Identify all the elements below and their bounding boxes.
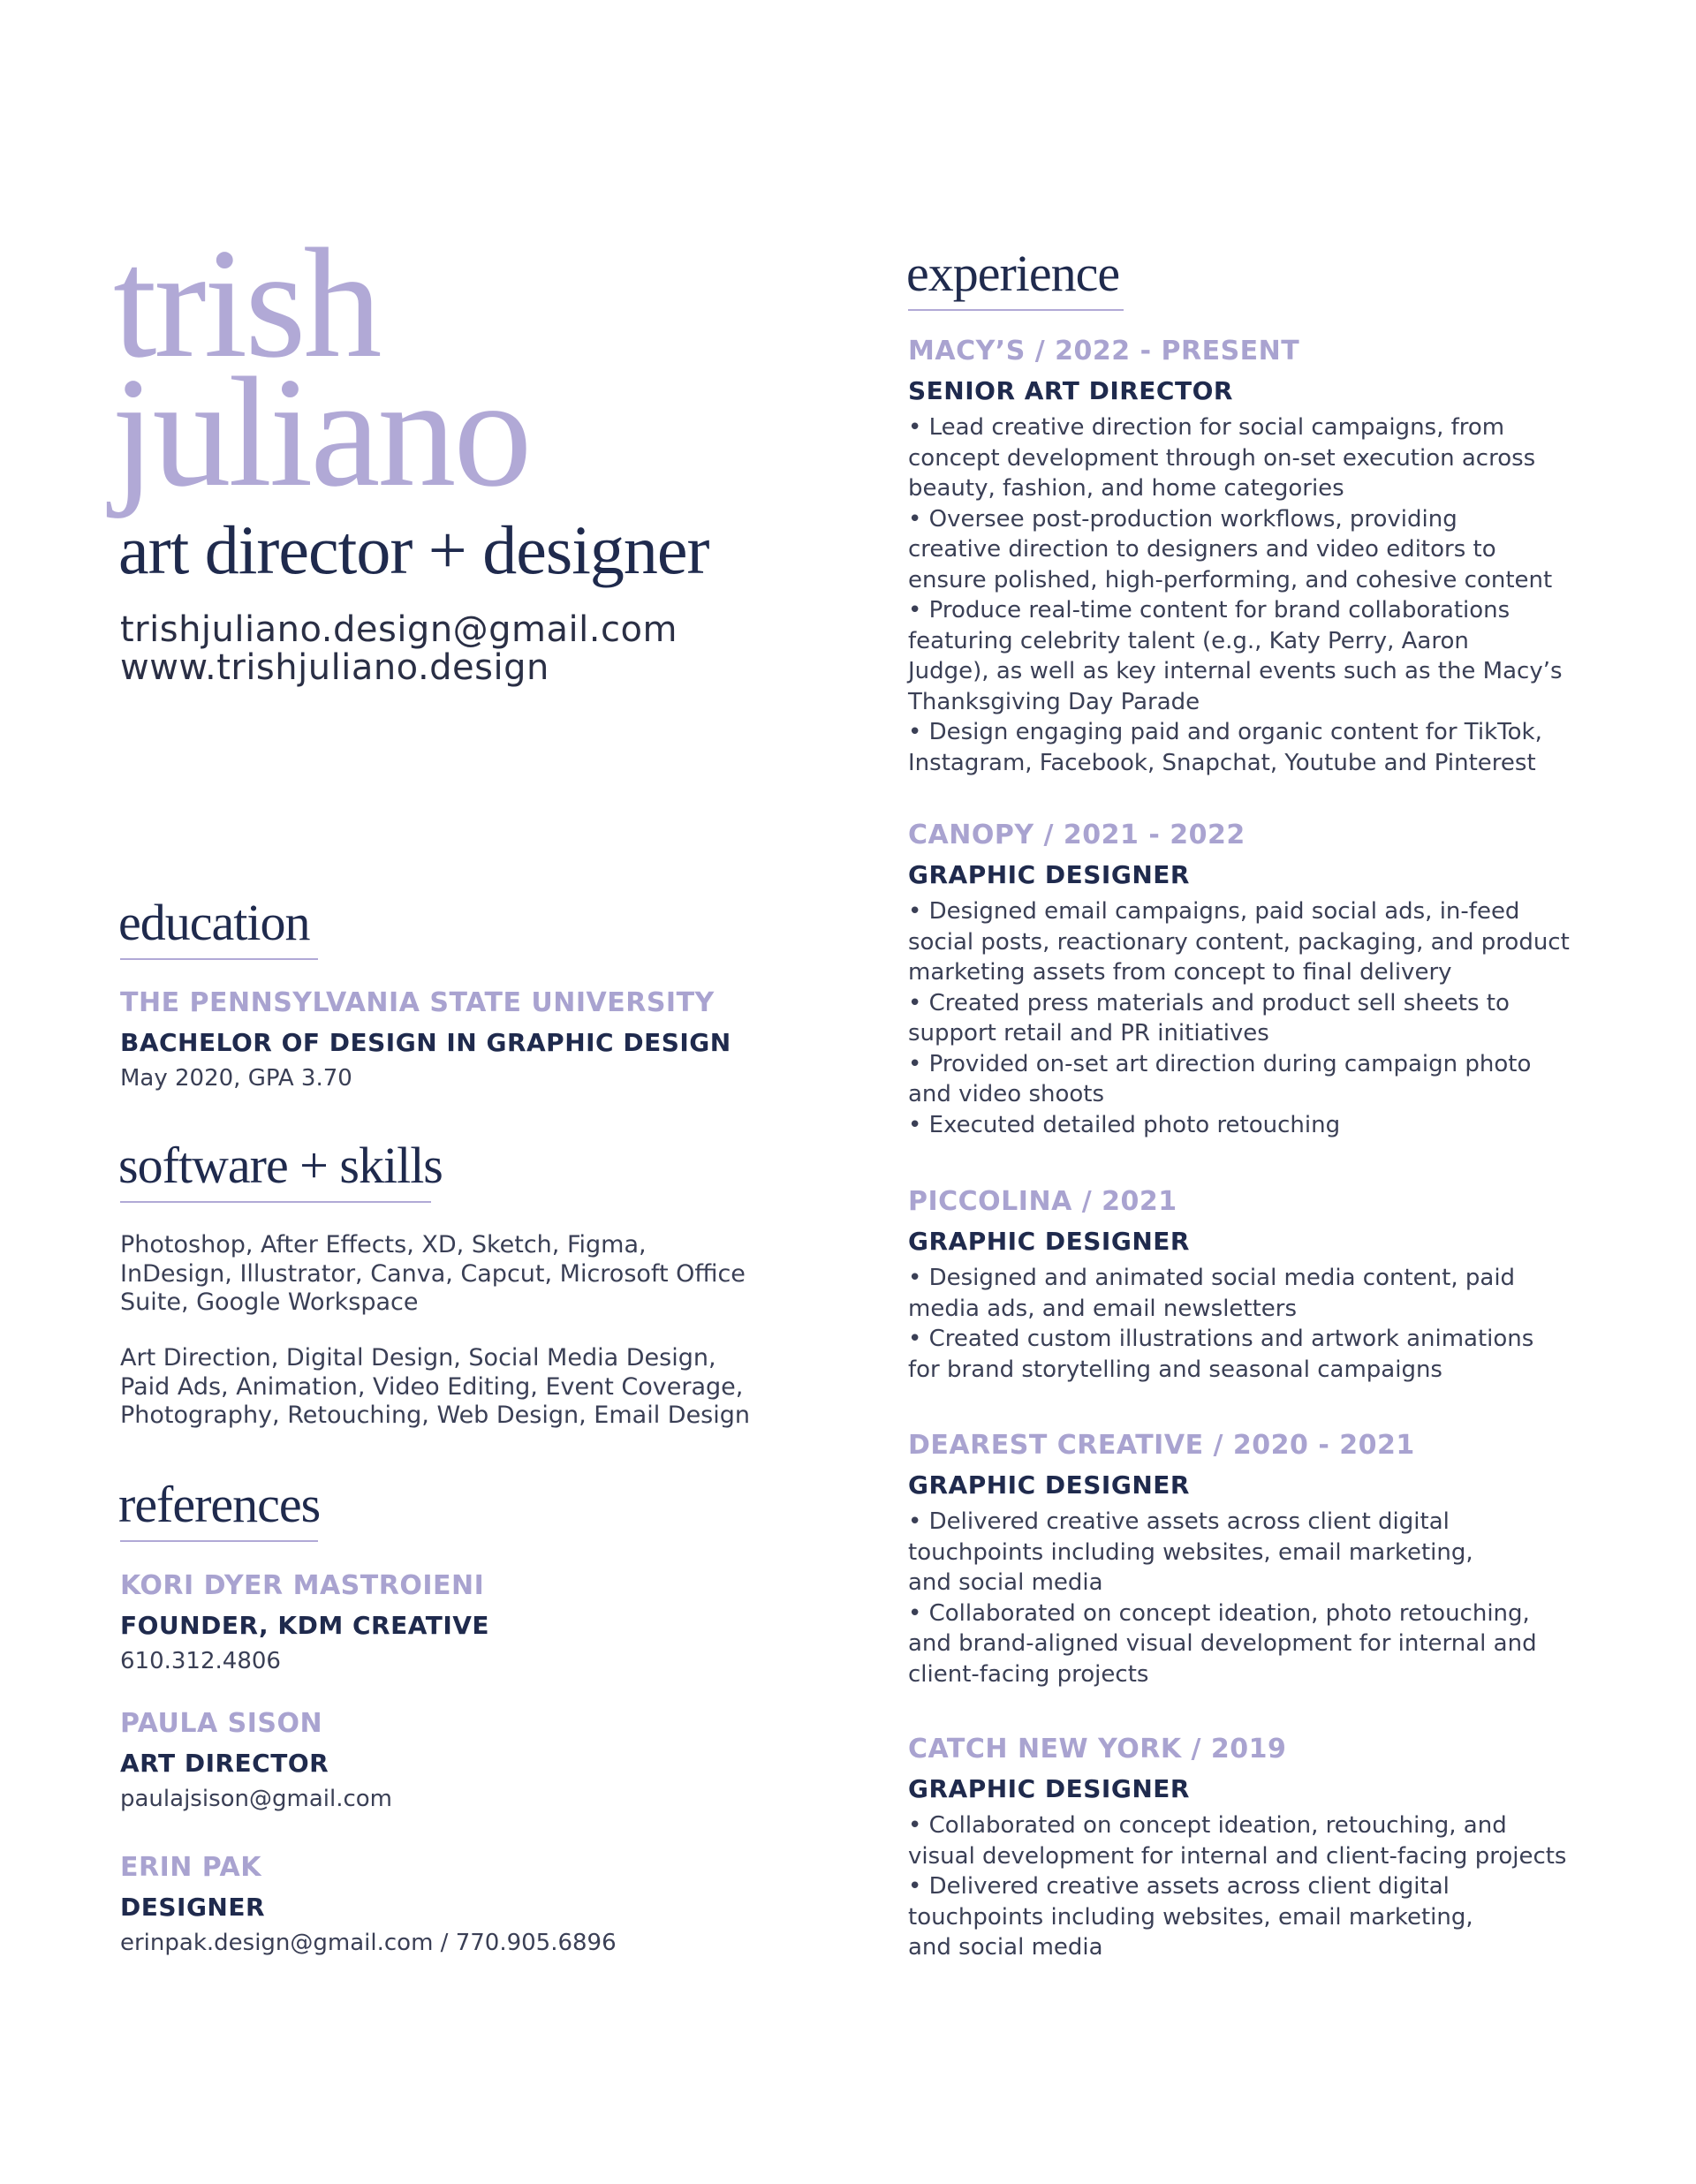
reference-name: KORI DYER MASTROIENI [120,1570,485,1601]
website-link[interactable]: www.trishjuliano.design [120,647,549,688]
first-name: trish [113,215,380,390]
education-heading: education [118,894,310,951]
job-title: GRAPHIC DESIGNER [908,860,1190,889]
job-bullets: • Designed and animated social media content, paid media ads, and email newsletters • Created custom illustrations and artwork animations for brand storytelling and seasonal campaigns [908,1265,1534,1383]
job-bullets: • Delivered creative assets across client digital touchpoints including websites, email marketing, and social media • Collaborated on concept ideation, photo retouching, and brand-aligned visual development for internal and client-facing projects [908,1508,1537,1688]
education-degree: BACHELOR OF DESIGN IN GRAPHIC DESIGN [120,1028,731,1057]
job-org: CANOPY / 2021 - 2022 [908,820,1246,850]
software-list: Photoshop, After Effects, XD, Sketch, Figma, InDesign, Illustrator, Canva, Capcut, Microsoft Office Suite, Google Workspace [120,1231,746,1316]
job-org: CATCH NEW YORK / 2019 [908,1734,1287,1765]
references-heading: references [118,1476,321,1533]
experience-rule [908,309,1124,311]
reference-contact[interactable]: paulajsison@gmail.com [120,1786,393,1812]
reference-title: DESIGNER [120,1893,266,1922]
job-title: GRAPHIC DESIGNER [908,1227,1190,1256]
job-bullets: • Lead creative direction for social campaigns, from concept development through on-set execution across beauty, fashion, and home categories • Oversee post-production workflows, providing creative direction to designers and video editors to ensure polished, high-performing, and cohesive content • Produce real-time content for brand collaborations featuring celebrity talent (e.g., Katy Perry, Aaron Judge), as well as key internal events such as the Macy’s Thanksgiving Day Parade • Design engaging paid and organic content for TikTok, Instagram, Facebook, Snapchat, Youtube and Pinterest [908,414,1563,776]
reference-contact[interactable]: erinpak.design@gmail.com / 770.905.6896 [120,1930,617,1956]
skills-heading: software + skills [118,1137,443,1194]
experience-heading: experience [906,245,1120,302]
job-title: SENIOR ART DIRECTOR [908,376,1233,405]
skills-rule [120,1201,431,1203]
reference-name: ERIN PAK [120,1852,262,1883]
job-org: PICCOLINA / 2021 [908,1186,1177,1217]
education-rule [120,958,318,960]
job-bullets: • Designed email campaigns, paid social ads, in-feed social posts, reactionary content, packaging, and product marketing assets from concept to final delivery • Created press materials and product sell sheets to support retail and PR initiatives • Provided on-set art direction during campaign photo and video shoots • Executed detailed photo retouching [908,898,1570,1138]
job-title: GRAPHIC DESIGNER [908,1774,1190,1803]
references-rule [120,1540,318,1542]
reference-title: FOUNDER, KDM CREATIVE [120,1611,490,1640]
reference-name: PAULA SISON [120,1708,323,1739]
reference-contact: 610.312.4806 [120,1648,281,1674]
reference-title: ART DIRECTOR [120,1749,329,1778]
education-details: May 2020, GPA 3.70 [120,1065,352,1092]
email-link[interactable]: trishjuliano.design@gmail.com [120,609,678,650]
skills-list: Art Direction, Digital Design, Social Media Design, Paid Ads, Animation, Video Editing, Event Coverage, Photography, Retouching, Web Design, Email Design [120,1344,750,1429]
role-title: art director + designer [118,511,709,588]
last-name: juliano [111,344,530,519]
job-bullets: • Collaborated on concept ideation, retouching, and visual development for internal and client-facing projects • Delivered creative assets across client digital touchpoints including websites, email marketing, and social media [908,1812,1567,1961]
job-title: GRAPHIC DESIGNER [908,1470,1190,1500]
job-org: MACY’S / 2022 - PRESENT [908,336,1300,367]
job-org: DEAREST CREATIVE / 2020 - 2021 [908,1430,1415,1461]
education-school: THE PENNSYLVANIA STATE UNIVERSITY [120,987,715,1018]
